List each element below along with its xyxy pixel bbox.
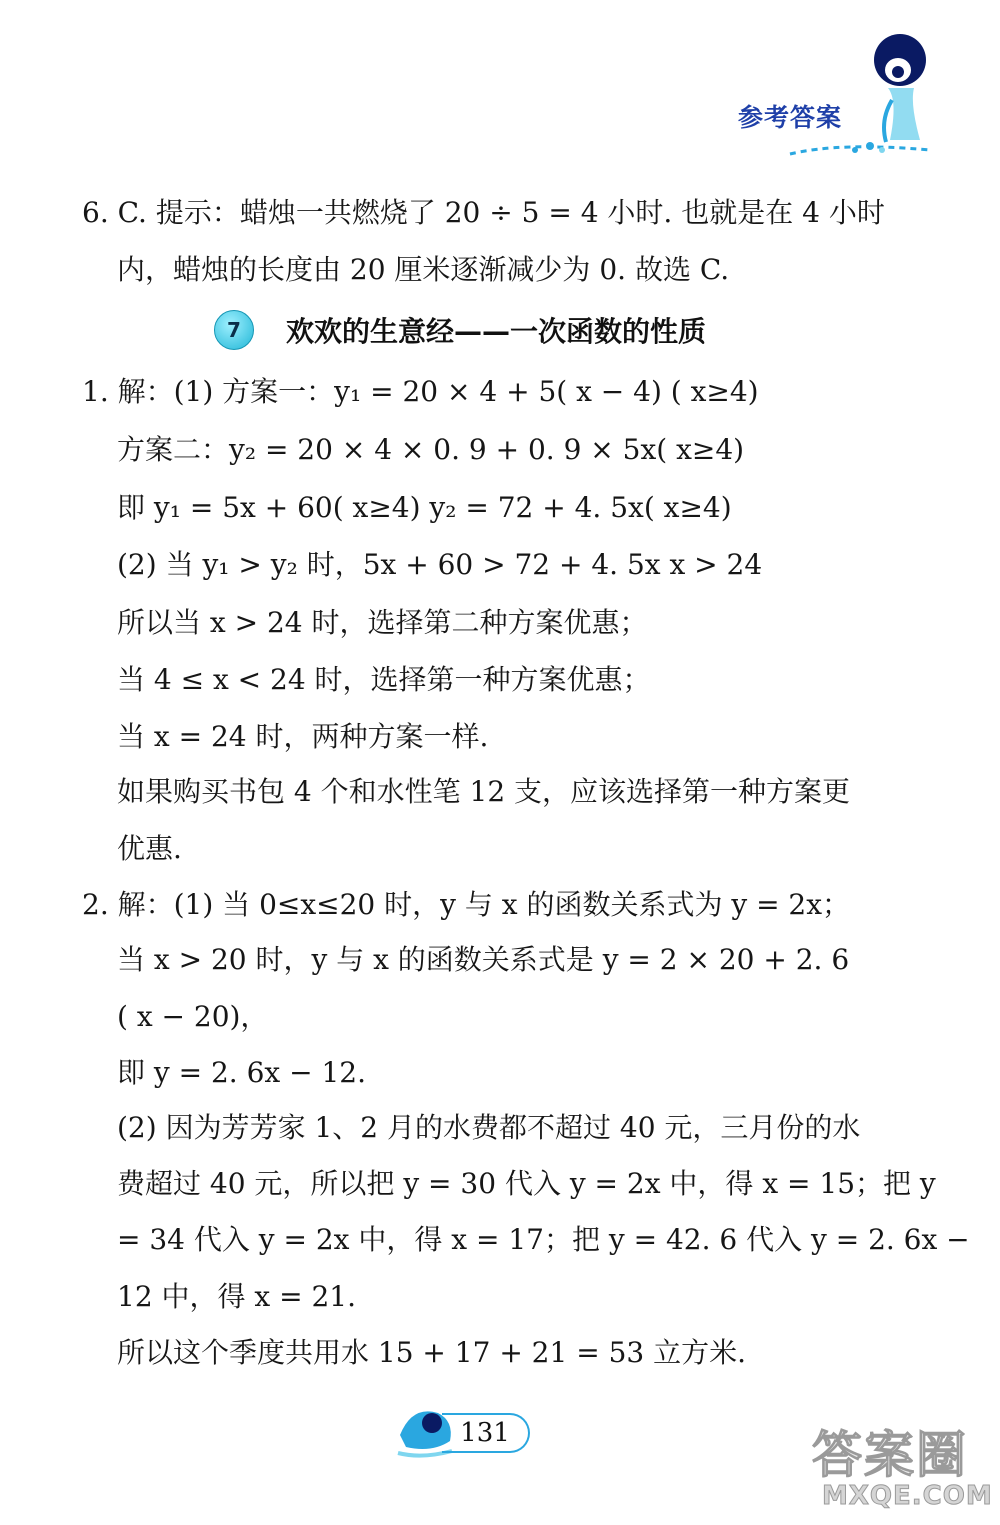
answer-2-line-7: = 34 代入 y = 2x 中，得 x = 17；把 y = 42. 6 代入 y = 2. 6x − — [117, 1223, 970, 1256]
answer-1-line-3: 即 y₁ = 5x + 60( x≥4) y₂ = 72 + 4. 5x( x≥4) — [117, 491, 732, 524]
page-number: 131 — [442, 1413, 530, 1453]
site-watermark — [808, 1415, 998, 1523]
answer-2-line-2: 当 x > 20 时，y 与 x 的函数关系式是 y = 2 × 20 + 2. 6 — [117, 943, 850, 976]
answer-2-line-6: 费超过 40 元，所以把 y = 30 代入 y = 2x 中，得 x = 15；把 y — [117, 1167, 936, 1200]
answer-header — [720, 30, 960, 170]
answer-6-line-1: 6. C. 提示：蜡烛一共燃烧了 20 ÷ 5 = 4 小时. 也就是在 4 小时 — [82, 196, 885, 229]
answer-1-line-1: 1. 解：(1) 方案一：y₁ = 20 × 4 + 5( x − 4) ( x≥4) — [82, 375, 759, 408]
answer-1-line-8: 如果购买书包 4 个和水性笔 12 支，应该选择第一种方案更 — [117, 775, 851, 808]
section-number-badge: 7 — [214, 310, 254, 350]
answer-2-line-8: 12 中，得 x = 21. — [117, 1280, 357, 1313]
watermark-url: MXQE.COM — [822, 1481, 993, 1511]
answer-2-line-4: 即 y = 2. 6x − 12. — [117, 1056, 366, 1089]
answer-1-line-2: 方案二：y₂ = 20 × 4 × 0. 9 + 0. 9 × 5x( x≥4) — [117, 433, 745, 466]
watermark-text: 答案圈 — [812, 1426, 968, 1484]
answer-2-line-9: 所以这个季度共用水 15 + 17 + 21 = 53 立方米. — [117, 1336, 747, 1369]
answer-1-line-9: 优惠. — [117, 832, 182, 865]
answer-2-line-3: ( x − 20)， — [117, 1000, 269, 1033]
answer-1-line-4: (2) 当 y₁ > y₂ 时，5x + 60 > 72 + 4. 5x x > 24 — [117, 548, 763, 581]
answer-6-line-2: 内，蜡烛的长度由 20 厘米逐渐减少为 0. 故选 C. — [117, 253, 730, 286]
section-title-text: 欢欢的生意经——一次函数的性质 — [286, 315, 707, 348]
answer-1-line-7: 当 x = 24 时，两种方案一样. — [117, 720, 489, 753]
answer-1-line-6: 当 4 ≤ x < 24 时，选择第一种方案优惠； — [117, 663, 651, 696]
section-title — [214, 308, 706, 352]
answer-1-line-5: 所以当 x > 24 时，选择第二种方案优惠； — [117, 606, 648, 639]
answer-2-line-1: 2. 解：(1) 当 0≤x≤20 时，y 与 x 的函数关系式为 y = 2x； — [82, 888, 851, 921]
answer-header-label: 参考答案 — [738, 103, 843, 132]
page-footer — [392, 1395, 542, 1465]
answer-2-line-5: (2) 因为芳芳家 1、2 月的水费都不超过 40 元，三月份的水 — [117, 1111, 861, 1144]
